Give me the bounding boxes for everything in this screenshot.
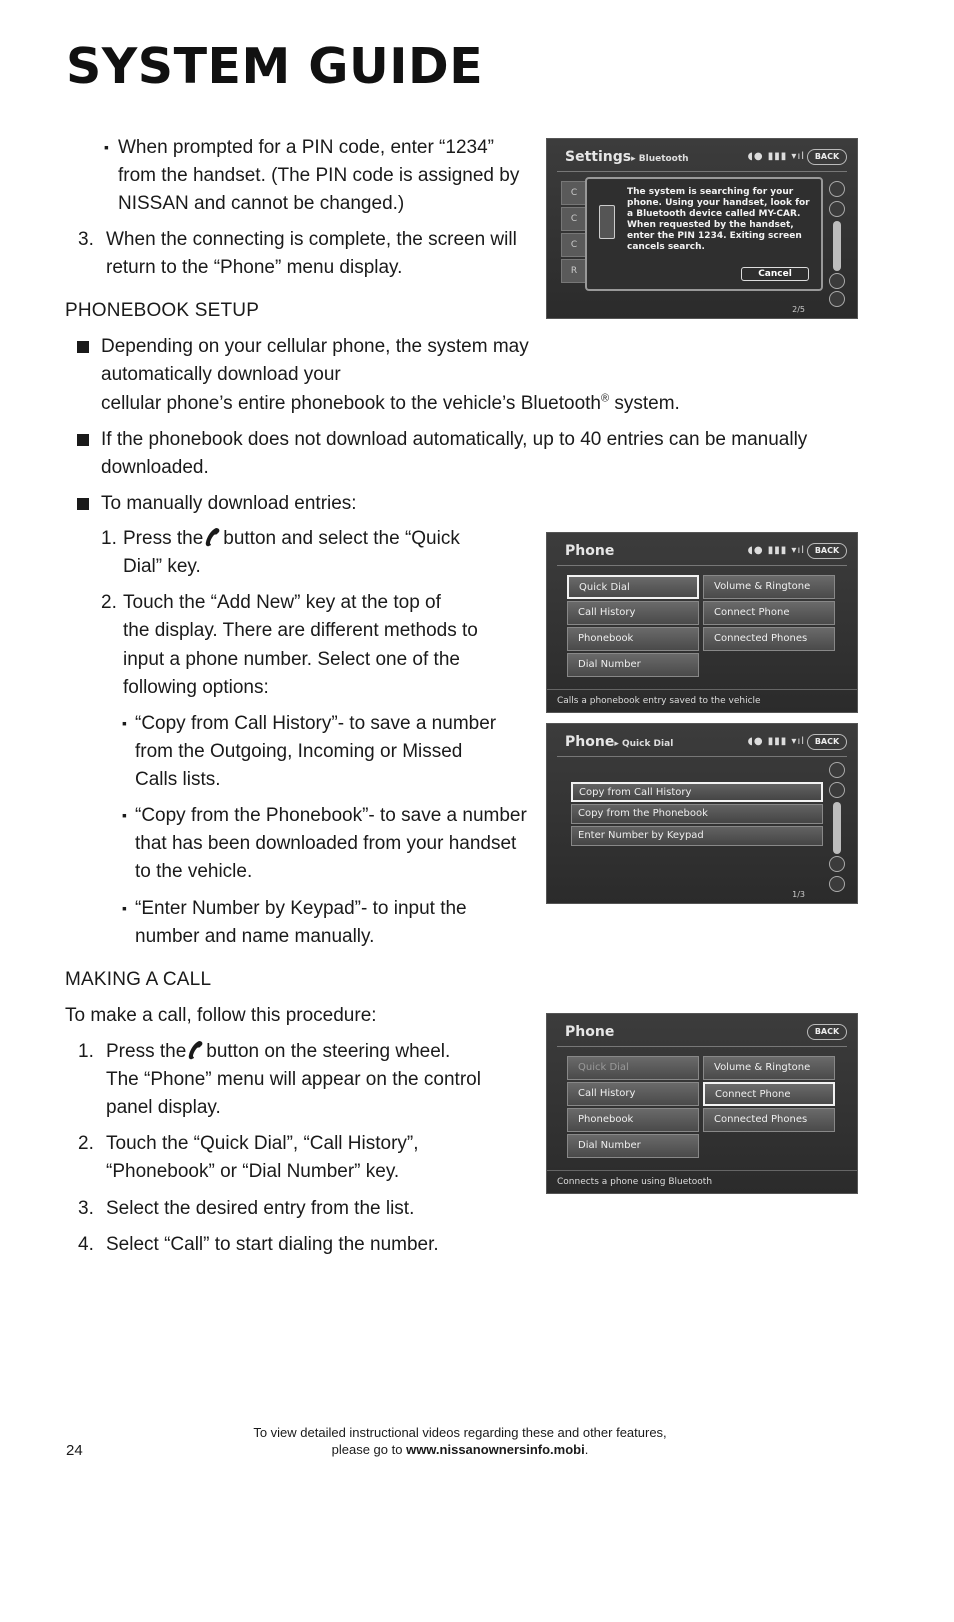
screen-footer-help: Calls a phonebook entry saved to the vehicle (557, 696, 761, 706)
step-number: 4. (78, 1234, 94, 1255)
option2-line-3: to the vehicle. (135, 861, 253, 882)
option1-line-3: Calls lists. (135, 769, 221, 790)
search-dialog (585, 177, 823, 291)
side-tab: C (561, 207, 587, 231)
option1-line-2: from the Outgoing, Incoming or Missed (135, 741, 463, 762)
status-icons: ◖● ▮▮▮ ▾ıl (747, 736, 805, 747)
scroll-up-icon[interactable] (829, 782, 845, 798)
step-number: 1. (78, 1041, 94, 1062)
screen-title: Phone (565, 1024, 615, 1040)
pin-bullet-line-3: NISSAN and cannot be changed.) (118, 193, 405, 214)
step-number: 3. (78, 1198, 94, 1219)
phonebook-s2-line-3: input a phone number. Select one of the (123, 649, 460, 670)
phonebook-button[interactable]: Phonebook (567, 1108, 699, 1132)
step-number: 2. (101, 592, 117, 613)
page-indicator: 1/3 (792, 890, 805, 899)
call-step2-line-1: Touch the “Quick Dial”, “Call History”, (106, 1133, 419, 1154)
mobile-phone-icon (599, 205, 615, 239)
square-bullet (77, 341, 89, 353)
phonebook-s1-line-2: Dial” key. (123, 556, 201, 577)
call-step1-line-1: Press the button on the steering wheel. (106, 1041, 451, 1062)
screen-title: Phone▸ Quick Dial (565, 734, 674, 750)
option2-line-1: “Copy from the Phonebook”- to save a number (135, 805, 527, 826)
scrollbar[interactable] (833, 221, 841, 271)
phonebook-s1-line-1: Press the button and select the “Quick (123, 528, 460, 549)
screen-title: Settings▸ Bluetooth (565, 149, 689, 165)
screenshot-phone-menu (546, 532, 858, 713)
connect-phone-button[interactable]: Connect Phone (703, 1082, 835, 1106)
scroll-up-icon[interactable] (829, 762, 845, 778)
footer-line-1: To view detailed instructional videos regarding these and other features, (253, 1425, 667, 1440)
screenshot-quick-dial (546, 723, 858, 904)
step-number: 1. (101, 528, 117, 549)
bullet-dot: ▪ (122, 900, 127, 916)
phonebook-b1-line-3: cellular phone’s entire phonebook to the vehicle’s Bluetooth® system. (101, 392, 680, 414)
side-tab: C (561, 181, 587, 205)
back-button[interactable]: BACK (807, 543, 847, 559)
dialog-message: The system is searching for your phone. Using your handset, look for a Bluetooth device called MY-CAR. When requested by the handset, enter the PIN 1234. Exiting screen cancels search. (627, 187, 810, 252)
divider (547, 1170, 857, 1171)
enter-number-by-keypad-item[interactable]: Enter Number by Keypad (571, 826, 823, 846)
screen-title: Phone (565, 543, 615, 559)
scroll-down-icon[interactable] (829, 291, 845, 307)
status-icons: ◖● ▮▮▮ ▾ıl (747, 545, 805, 556)
screen-footer-help: Connects a phone using Bluetooth (557, 1177, 713, 1187)
copy-from-call-history-item[interactable]: Copy from Call History (571, 782, 823, 802)
step3-line-1: When the connecting is complete, the screen will (106, 229, 517, 250)
call-step1-line-2: The “Phone” menu will appear on the control (106, 1069, 481, 1090)
scroll-up-icon[interactable] (829, 201, 845, 217)
copy-from-phonebook-item[interactable]: Copy from the Phonebook (571, 804, 823, 824)
divider (557, 565, 847, 566)
step3-line-2: return to the “Phone” menu display. (106, 257, 403, 278)
status-icons: ◖● ▮▮▮ ▾ıl (747, 151, 805, 162)
back-button[interactable]: BACK (807, 149, 847, 165)
step-number: 2. (78, 1133, 94, 1154)
connected-phones-button[interactable]: Connected Phones (703, 1108, 835, 1132)
divider (557, 756, 847, 757)
phonebook-b2-line-2: downloaded. (101, 457, 209, 478)
phonebook-b1-line-1: Depending on your cellular phone, the system may (101, 336, 529, 357)
bullet-dot: ▪ (122, 715, 127, 731)
side-tab: C (561, 233, 587, 257)
footer-line-2: please go to www.nissanownersinfo.mobi. (331, 1442, 589, 1457)
section-heading-phonebook: PHONEBOOK SETUP (65, 300, 260, 321)
step-number: 3. (78, 229, 94, 250)
connected-phones-button[interactable]: Connected Phones (703, 627, 835, 651)
call-history-button[interactable]: Call History (567, 601, 699, 625)
pin-bullet-line-2: from the handset. (The PIN code is assigned by (118, 165, 520, 186)
making-call-intro: To make a call, follow this procedure: (65, 1005, 377, 1026)
scroll-down-icon[interactable] (829, 856, 845, 872)
quick-dial-button[interactable]: Quick Dial (567, 575, 699, 599)
divider (557, 171, 847, 172)
divider (547, 689, 857, 690)
side-tab: R (561, 259, 587, 283)
phonebook-button[interactable]: Phonebook (567, 627, 699, 651)
square-bullet (77, 498, 89, 510)
dial-number-button[interactable]: Dial Number (567, 653, 699, 677)
phonebook-b1-line-2: automatically download your (101, 364, 341, 385)
call-step3: Select the desired entry from the list. (106, 1198, 415, 1219)
call-step4: Select “Call” to start dialing the number. (106, 1234, 439, 1255)
screenshot-bluetooth-search (546, 138, 858, 319)
section-heading-making-call: MAKING A CALL (65, 969, 212, 990)
phonebook-b2-line-1: If the phonebook does not download automatically, up to 40 entries can be manually (101, 429, 808, 450)
phonebook-s2-line-1: Touch the “Add New” key at the top of (123, 592, 441, 613)
option3-line-1: “Enter Number by Keypad”- to input the (135, 898, 467, 919)
footer-note (200, 1424, 720, 1458)
back-button[interactable]: BACK (807, 734, 847, 750)
divider (557, 1046, 847, 1047)
connect-phone-button[interactable]: Connect Phone (703, 601, 835, 625)
call-step2-line-2: “Phonebook” or “Dial Number” key. (106, 1161, 400, 1182)
phonebook-s2-line-4: following options: (123, 677, 269, 698)
cancel-button[interactable]: Cancel (741, 267, 809, 281)
square-bullet (77, 434, 89, 446)
phonebook-s2-line-2: the display. There are different methods to (123, 620, 478, 641)
option2-line-2: that has been downloaded from your handset (135, 833, 517, 854)
option1-line-1: “Copy from Call History”- to save a number (135, 713, 497, 734)
website-link[interactable]: www.nissanownersinfo.mobi (406, 1442, 585, 1457)
screenshot-phone-menu-2 (546, 1013, 858, 1194)
scrollbar[interactable] (833, 802, 841, 854)
page-title: SYSTEM GUIDE (66, 38, 484, 95)
bullet-dot: ▪ (122, 807, 127, 823)
bullet-dot: ▪ (104, 139, 109, 155)
volume-ringtone-button[interactable]: Volume & Ringtone (703, 575, 835, 599)
back-button[interactable]: BACK (807, 1024, 847, 1040)
phone-handset-icon (188, 1040, 204, 1060)
volume-ringtone-button[interactable]: Volume & Ringtone (703, 1056, 835, 1080)
pin-bullet-line-1: When prompted for a PIN code, enter “1234” (118, 137, 494, 158)
dial-number-button[interactable]: Dial Number (567, 1134, 699, 1158)
phone-handset-icon (205, 527, 221, 547)
quick-dial-button[interactable]: Quick Dial (567, 1056, 699, 1080)
page-number: 24 (66, 1442, 83, 1459)
call-step1-line-3: panel display. (106, 1097, 221, 1118)
scroll-down-icon[interactable] (829, 273, 845, 289)
scroll-down-icon[interactable] (829, 876, 845, 892)
call-history-button[interactable]: Call History (567, 1082, 699, 1106)
scroll-up-icon[interactable] (829, 181, 845, 197)
phonebook-b3: To manually download entries: (101, 493, 357, 514)
option3-line-2: number and name manually. (135, 926, 375, 947)
page-indicator: 2/5 (792, 305, 805, 314)
